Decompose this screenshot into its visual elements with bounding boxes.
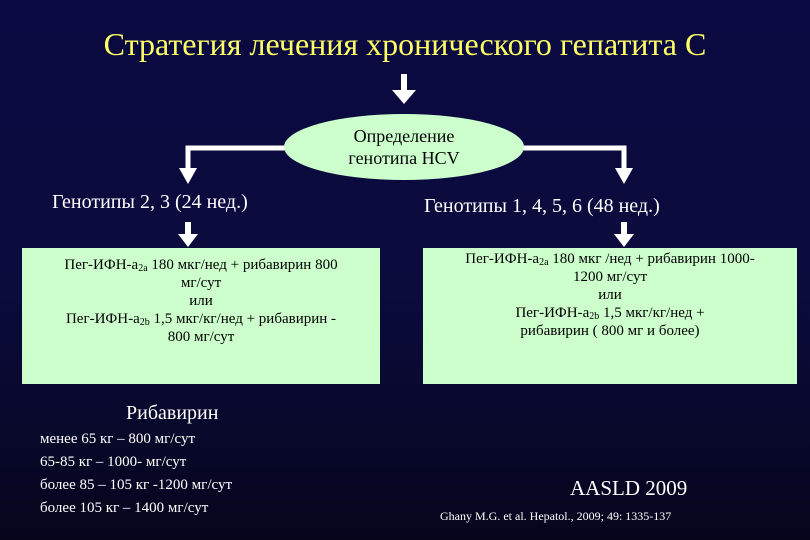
regimen-line: 800 мг/сут xyxy=(167,329,235,345)
arrow-down-icon xyxy=(392,74,416,104)
regimen-or: или xyxy=(598,287,622,303)
regimen-line xyxy=(22,256,380,274)
dose-text: 1,5 мкг/кг/нед + рибавирин - xyxy=(149,311,337,327)
left-regimen-box xyxy=(22,248,380,384)
list-item: более 85 – 105 кг -1200 мг/сут xyxy=(40,477,232,493)
regimen-line xyxy=(423,304,797,322)
genotype-determination-node xyxy=(284,114,524,180)
slide-title: Стратегия лечения хронического гепатита С xyxy=(103,26,707,62)
drug-name: Пег-ИФН-a xyxy=(64,257,139,273)
dose-text: 180 мкг/нед + рибавирин 800 xyxy=(147,257,338,273)
dose-text: 180 мкг /нед + рибавирин 1000- xyxy=(548,251,755,267)
elbow-arrow-right-icon xyxy=(522,148,633,184)
node-line-1: Определение xyxy=(353,126,455,146)
drug-subscript: 2b xyxy=(139,317,150,328)
reference-citation: Ghany M.G. et al. Hepatol., 2009; 49: 1335-137 xyxy=(440,509,672,523)
drug-subscript: 2a xyxy=(539,257,549,268)
drug-name: Пег-ИФН-a xyxy=(465,251,540,267)
node-line-2: генотипа HCV xyxy=(348,148,460,168)
regimen-or: или xyxy=(189,293,213,309)
elbow-arrow-left-icon xyxy=(179,148,286,184)
right-branch-heading: Генотипы 1, 4, 5, 6 (48 нед.) xyxy=(424,195,660,217)
list-item: более 105 кг – 1400 мг/сут xyxy=(40,500,209,516)
regimen-line: рибавирин ( 800 мг и более) xyxy=(520,323,700,339)
drug-subscript: 2a xyxy=(138,263,148,274)
drug-subscript: 2b xyxy=(589,311,600,322)
regimen-line: мг/сут xyxy=(180,275,222,291)
ribavirin-heading: Рибавирин xyxy=(126,402,219,424)
drug-name: Пег-ИФН-a xyxy=(515,305,590,321)
list-item: 65-85 кг – 1000- мг/сут xyxy=(40,454,187,470)
arrow-down-left-icon xyxy=(178,222,198,247)
list-item: менее 65 кг – 800 мг/сут xyxy=(40,431,196,447)
regimen-line xyxy=(423,250,797,268)
regimen-line xyxy=(22,310,380,328)
right-regimen-box xyxy=(423,248,797,384)
regimen-line: 1200 мг/сут xyxy=(572,269,648,285)
dose-text: 1,5 мкг/кг/нед + xyxy=(599,305,705,321)
drug-name: Пег-ИФН-a xyxy=(65,311,140,327)
source-label: AASLD 2009 xyxy=(570,476,688,500)
left-branch-heading: Генотипы 2, 3 (24 нед.) xyxy=(52,191,248,213)
ribavirin-dose-list xyxy=(40,428,232,520)
arrow-down-right-icon xyxy=(614,222,634,247)
